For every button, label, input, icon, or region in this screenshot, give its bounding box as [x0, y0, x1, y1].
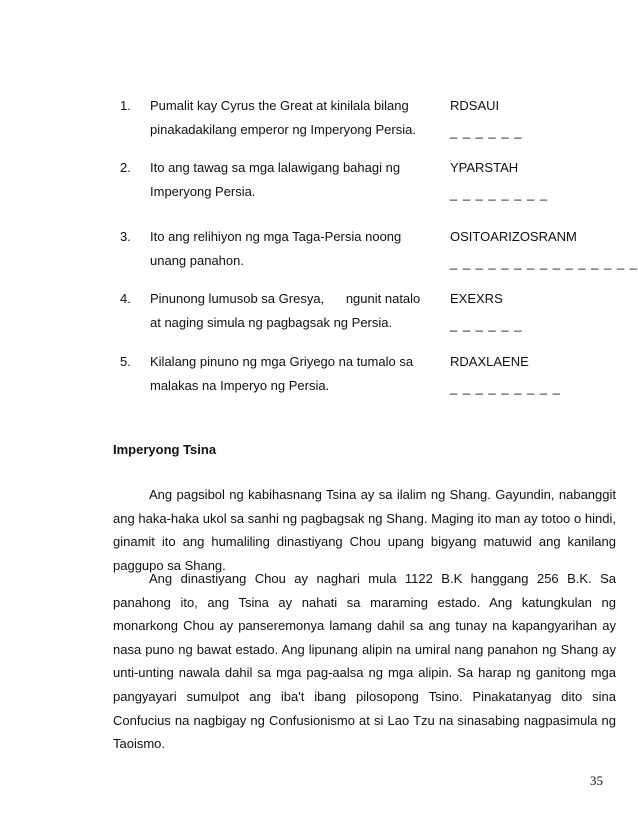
scrambled-word: EXEXRS	[450, 291, 503, 306]
answer-blanks: _ _ _ _ _ _	[450, 317, 523, 332]
question-number: 3.	[120, 229, 131, 244]
question-text-line-1: Pinunong lumusob sa Gresya, ngunit natalo	[150, 291, 421, 306]
answer-blanks: _ _ _ _ _ _ _ _ _ _ _ _ _ _ _	[450, 255, 638, 270]
question-text-line-1: Ito ang relihiyon ng mga Taga-Persia noong	[150, 229, 402, 244]
question-text-line-2: malakas na Imperyo ng Persia.	[150, 378, 330, 393]
question-text-line-2: pinakadakilang emperor ng Imperyong Persia.	[150, 122, 416, 137]
scrambled-word: YPARSTAH	[450, 160, 519, 175]
scrambled-word: OSITOARIZOSRANM	[450, 229, 577, 244]
question-text-line-2: at naging simula ng pagbagsak ng Persia.	[150, 315, 393, 330]
question-number: 2.	[120, 160, 131, 175]
answer-blanks: _ _ _ _ _ _ _ _	[450, 186, 549, 201]
question-text-line-2: Imperyong Persia.	[150, 184, 256, 199]
scrambled-word: RDAXLAENE	[450, 354, 529, 369]
answer-blanks: _ _ _ _ _ _	[450, 124, 523, 139]
question-text-line-1: Kilalang pinuno ng mga Griyego na tumalo sa	[150, 354, 414, 369]
page-number: 35	[590, 773, 603, 788]
question-text-line-1: Pumalit kay Cyrus the Great at kinilala bilang	[150, 98, 409, 113]
question-text-line-1: Ito ang tawag sa mga lalawigang bahagi ng	[150, 160, 401, 175]
body-paragraph-1: Ang pagsibol ng kabihasnang Tsina ay sa ilalim ng Shang. Gayundin, nabanggit ang haka-haka ukol sa sanhi ng pagbagsak ng Shang. Maging ito man ay totoo o hindi, ginamit ito ang humaliling dinastiyang Chou upang bigyang matuwid ang kanilang paggupo sa Shang.	[113, 487, 616, 573]
answer-blanks: _ _ _ _ _ _ _ _ _	[450, 380, 561, 395]
question-number: 4.	[120, 291, 131, 306]
question-text-line-2: unang panahon.	[150, 253, 244, 268]
question-number: 1.	[120, 98, 131, 113]
question-number: 5.	[120, 354, 131, 369]
body-paragraph-2: Ang dinastiyang Chou ay naghari mula 1122 B.K hanggang 256 B.K. Sa panahong ito, ang Tsina ay nahati sa maraming estado. Ang katungkulan ng monarkong Chou ay panseremonya lamang dahil sa ang tunay na kapangyarihan ay nasa puno ng bawat estado. Ang lipunang alipin na umiral nang panahon ng Shang ay unti-unting nawala dahil sa mga pag-aalsa ng mga alipin. Sa harap ng ganitong mga pangyayari sumulpot ang iba't ibang pilosopong Tsino. Pinakatanyag dito sina Confucius na nagbigay ng Confusionismo at si Lao Tzu na sinasabing nagpasimula ng Taoismo.	[113, 571, 616, 752]
scrambled-word: RDSAUI	[450, 98, 500, 113]
section-heading: Imperyong Tsina	[113, 442, 217, 457]
